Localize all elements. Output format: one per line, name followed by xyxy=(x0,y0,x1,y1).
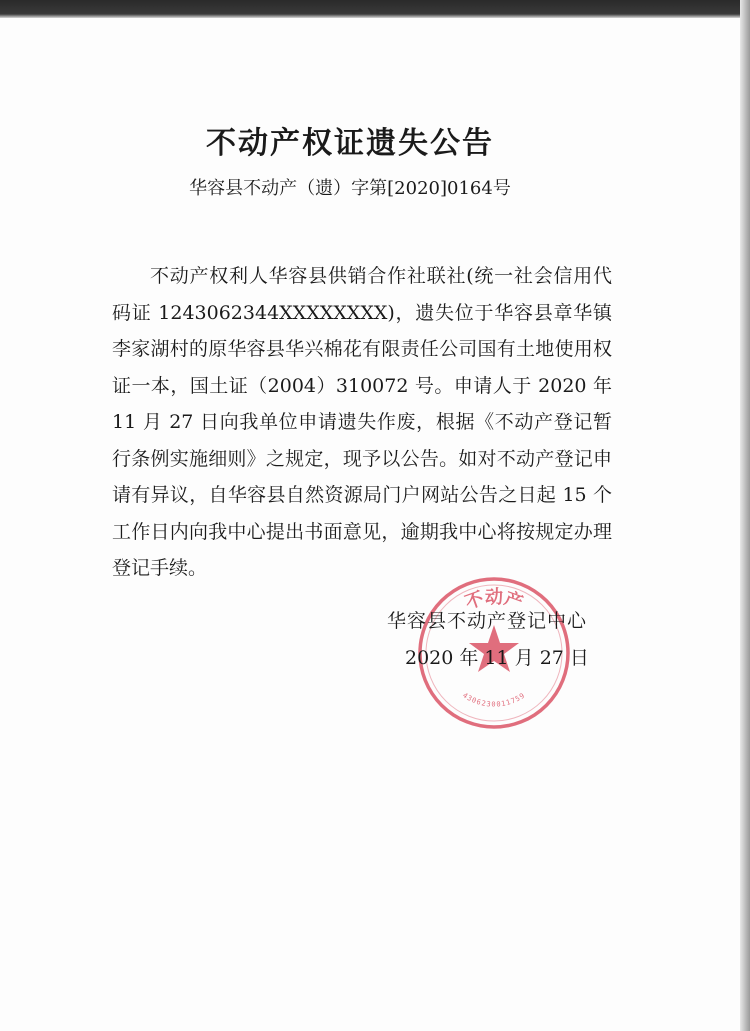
seal-serial: 4306230011759 xyxy=(461,691,527,709)
seal-text: 不动产 xyxy=(462,587,526,614)
signature-organization: 华容县不动产登记中心 xyxy=(387,610,588,632)
document-number: 华容县不动产（遗）字第[2020]0164号 xyxy=(189,178,511,199)
announcement-body xyxy=(112,258,612,587)
document-page xyxy=(0,18,740,1031)
scan-edge-top xyxy=(0,0,750,18)
scan-edge-right xyxy=(740,0,750,1031)
announcement-paragraph: 不动产权利人华容县供销合作社联社(统一社会信用代码证 1243062344XXXXXXXX)，遗失位于华容县章华镇李家湖村的原华容县华兴棉花有限责任公司国有土地使用权证一本，国土证（2004）310072 号。申请人于 2020 年 11 月 27 日向我单位申请遗失作废，根据《不动产登记暂行条例实施细则》之规定，现予以公告。如对不动产登记申请有异议，自华容县自然资源局门户网站公告之日起 15 个工作日内向我中心提出书面意见，逾期我中心将按规定办理登记手续。 xyxy=(112,265,612,579)
signature-date: 2020 年 11 月 27 日 xyxy=(405,647,589,669)
svg-text:4306230011759 xyxy=(461,691,527,708)
document-title: 不动产权证遗失公告 xyxy=(206,126,494,161)
